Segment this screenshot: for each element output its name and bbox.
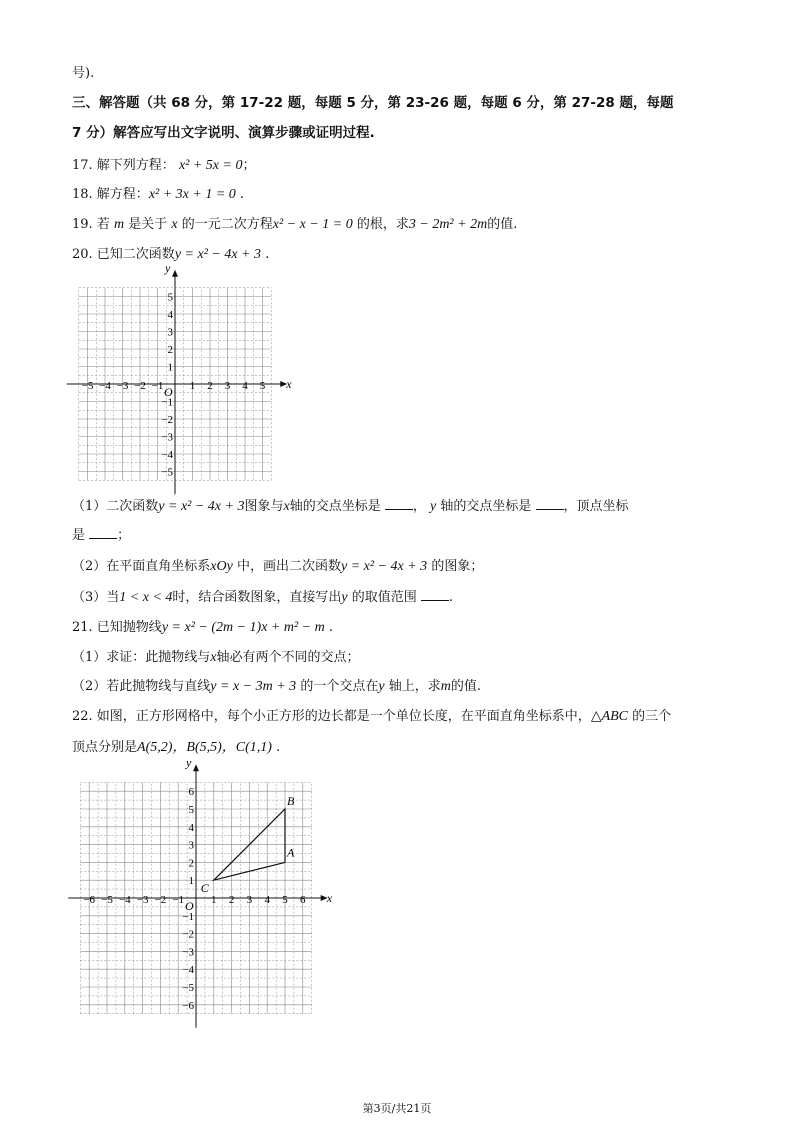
y-tick-label: 6 <box>188 786 194 799</box>
y-tick-label: 4 <box>167 309 173 321</box>
equation: x² + 5x = 0 <box>178 158 243 173</box>
y-tick-label: 5 <box>188 804 194 816</box>
x-tick-label: −4 <box>118 894 131 906</box>
y-tick-label: 2 <box>167 344 173 356</box>
x-tick-label: −2 <box>154 894 167 906</box>
problem-19: 19. 若 m 是关于 x 的一元二次方程x² − x − 1 = 0 的根，求3 − 2m² + 2m的值. <box>72 217 518 232</box>
origin-label: O <box>185 899 194 913</box>
y-tick-label: −2 <box>161 414 173 426</box>
x-tick-label: −3 <box>116 380 129 392</box>
x-tick-label: 5 <box>282 894 288 906</box>
problem-20-q1: （1）二次函数y = x² − 4x + 3图象与x轴的交点坐标是 ， y 轴的交点坐标是 ，顶点坐标 <box>72 499 629 514</box>
y-tick-label: 3 <box>188 839 194 852</box>
y-tick-label: −4 <box>161 449 173 461</box>
y-tick-label: −5 <box>161 466 173 479</box>
x-tick-label: 1 <box>211 894 217 906</box>
problem-22-line2: 顶点分别是A(5,2)，B(5,5)，C(1,1) . <box>72 740 281 755</box>
problem-20-q3: （3）当1 < x < 4时，结合函数图象，直接写出y 的取值范围 . <box>72 590 454 605</box>
x-tick-label: 2 <box>228 894 235 906</box>
text-line-top: 号). <box>72 66 95 81</box>
y-tick-label: −5 <box>182 982 194 994</box>
x-tick-label: 5 <box>259 380 266 392</box>
x-tick-labels <box>82 380 266 392</box>
y-tick-label: 2 <box>188 857 194 870</box>
y-axis-arrow <box>193 764 199 771</box>
answer-blank[interactable] <box>385 497 413 510</box>
x-tick-label: −5 <box>101 894 113 906</box>
x-axis-label: x <box>286 377 292 391</box>
x-tick-label: 4 <box>264 894 270 906</box>
problem-20-q1-cont: 是 ； <box>72 528 131 543</box>
x-tick-label: 2 <box>207 380 213 392</box>
problem-20-stem: 20. 已知二次函数y = x² − 4x + 3 . <box>72 247 270 262</box>
vertex-label-c: C <box>200 881 209 896</box>
page-footer: 第3页/共21页 <box>362 1102 432 1115</box>
y-axis-label: y <box>186 755 192 770</box>
x-tick-label: 1 <box>189 380 196 392</box>
x-tick-label: −2 <box>134 380 146 392</box>
vertex-label-b: B <box>287 794 295 808</box>
problem-22-line1: 22. 如图，正方形网格中，每个小正方形的边长都是一个单位长度，在平面直角坐标系中，△ABC 的三个 <box>72 709 672 724</box>
problem-18: 18. 解方程：x² + 3x + 1 = 0 . <box>72 187 245 202</box>
problem-20-q2: （2）在平面直角坐标系xOy 中，画出二次函数y = x² − 4x + 3 的图象； <box>72 559 484 574</box>
x-tick-label: −4 <box>99 380 111 392</box>
origin-label: O <box>164 385 173 399</box>
y-tick-label: −3 <box>182 946 194 959</box>
y-tick-label: 1 <box>188 875 194 888</box>
problem-21-q2: （2）若此抛物线与直线y = x − 3m + 3 的一个交点在y 轴上，求m的值. <box>72 679 481 694</box>
x-tick-label: −1 <box>172 894 185 906</box>
x-tick-label: 3 <box>224 380 231 392</box>
x-tick-label: 3 <box>246 894 253 906</box>
x-tick-labels <box>83 894 306 906</box>
problem-21-stem: 21. 已知抛物线y = x² − (2m − 1)x + m² − m . <box>72 620 334 635</box>
x-tick-label: −3 <box>136 894 149 906</box>
x-tick-label: −1 <box>151 380 164 392</box>
section-heading-line2: 7 分）解答应写出文字说明、演算步骤或证明过程. <box>72 125 375 141</box>
vertex-label-a: A <box>287 845 295 860</box>
x-tick-label: 4 <box>242 380 248 392</box>
y-tick-label: −1 <box>161 396 173 409</box>
x-tick-label: −5 <box>81 380 94 392</box>
y-tick-label: −2 <box>182 928 194 941</box>
y-axis-arrow <box>172 270 178 277</box>
problem-17: 17. 解下列方程： x² + 5x = 0； <box>72 158 256 173</box>
y-tick-label: −4 <box>182 964 194 977</box>
answer-blank[interactable] <box>421 588 449 601</box>
y-tick-label: −6 <box>182 999 194 1012</box>
coordinate-grid-1 <box>60 260 292 482</box>
answer-blank[interactable] <box>536 497 564 510</box>
y-tick-label: 1 <box>167 361 173 374</box>
equation: x² + 3x + 1 = 0 <box>148 187 236 202</box>
y-tick-label: −1 <box>182 910 194 923</box>
x-tick-label: −6 <box>83 894 96 906</box>
y-tick-label: 3 <box>167 326 173 339</box>
x-tick-label: 6 <box>300 894 306 906</box>
y-tick-label: −3 <box>161 431 173 444</box>
coordinate-grid-2 <box>66 755 333 1022</box>
y-axis-label: y <box>165 260 171 275</box>
answer-blank[interactable] <box>89 526 117 539</box>
problem-21-q1: （1）求证：此抛物线与x轴必有两个不同的交点； <box>72 650 360 665</box>
y-tick-label: 5 <box>167 291 173 304</box>
y-tick-label: 4 <box>188 821 194 834</box>
section-heading-line1: 三、解答题（共 68 分，第 17-22 题，每题 5 分，第 23-26 题，每题 6 分，第 27-28 题，每题 <box>72 95 674 111</box>
x-axis-label: x <box>326 891 333 905</box>
